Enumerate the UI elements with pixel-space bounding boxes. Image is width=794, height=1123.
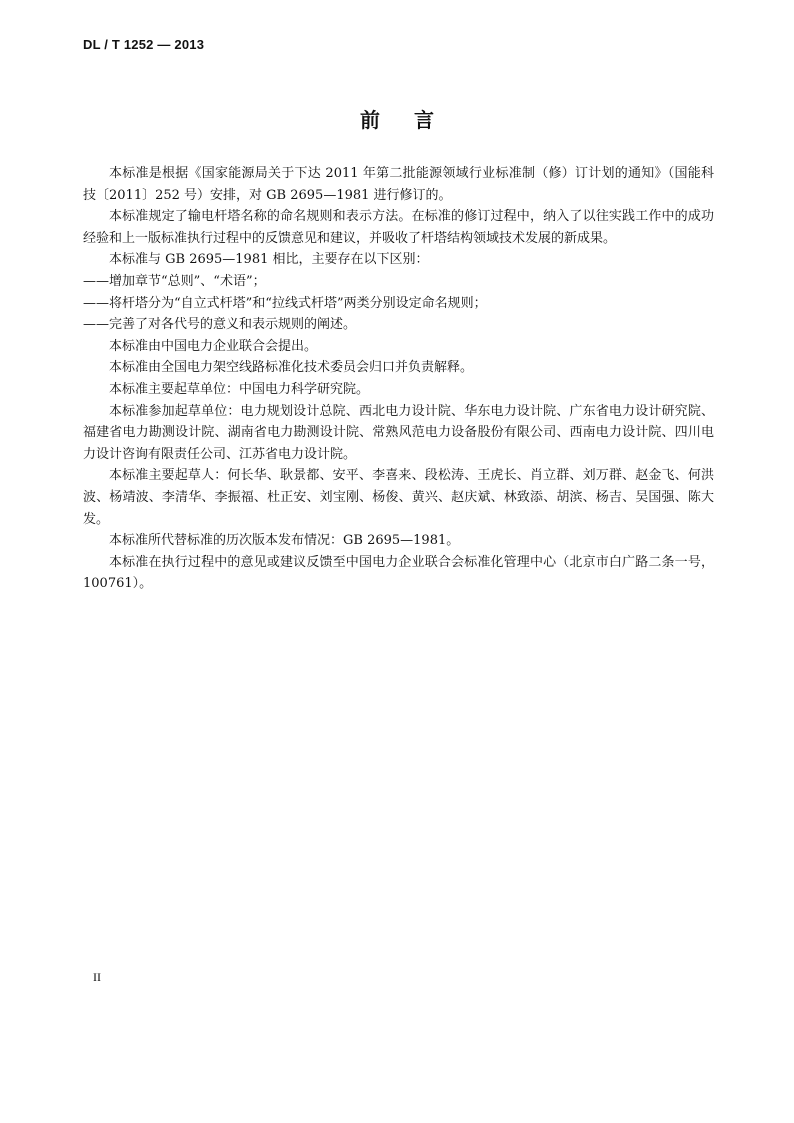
paragraph-scope: 本标准规定了输电杆塔名称的命名规则和表示方法。在标准的修订过程中，纳入了以往实践工作中的成功经验和上一版标准执行过程中的反馈意见和建议，并吸收了杆塔结构领域技术发展的新成果。 [83, 209, 714, 246]
page-number: II [93, 970, 101, 984]
difference-item: ——将杆塔分为“自立式杆塔”和“拉线式杆塔”两类分别设定命名规则； [83, 295, 487, 311]
paragraph-replaced-versions: 本标准所代替标准的历次版本发布情况：GB 2695—1981。 [109, 533, 460, 549]
paragraph-drafters-names: 本标准主要起草人：何长华、耿景都、安平、李喜来、段松涛、王虎长、肖立群、刘万群、赵金飞、何洪波、杨靖波、李清华、李振福、杜正安、刘宝刚、杨俊、黄兴、赵庆斌、林致添、胡滨、杨吉、吴国强、陈大发。 [83, 468, 714, 527]
paragraph-participating-drafters: 本标准参加起草单位：电力规划设计总院、西北电力设计院、华东电力设计院、广东省电力设计研究院、福建省电力勘测设计院、湖南省电力勘测设计院、常熟风范电力设备股份有限公司、西南电力设计院、四川电力设计咨询有限责任公司、江苏省电力设计院。 [83, 403, 714, 462]
difference-item: ——增加章节“总则”、“术语”； [83, 273, 266, 289]
difference-item: ——完善了对各代号的意义和表示规则的阐述。 [83, 317, 357, 333]
paragraph-responsible: 本标准由全国电力架空线路标准化技术委员会归口并负责解释。 [109, 360, 474, 376]
paragraph-feedback: 本标准在执行过程中的意见或建议反馈至中国电力企业联合会标准化管理中心（北京市白广路二条一号，100761）。 [83, 554, 714, 592]
document-body [83, 163, 714, 595]
paragraph-main-drafter: 本标准主要起草单位：中国电力科学研究院。 [109, 381, 370, 397]
paragraph-proposer: 本标准由中国电力企业联合会提出。 [109, 338, 318, 354]
paragraph-differences-intro: 本标准与 GB 2695—1981 相比，主要存在以下区别： [109, 252, 429, 268]
standard-code-header: DL / T 1252 — 2013 [83, 37, 205, 52]
paragraph-basis: 本标准是根据《国家能源局关于下达 2011 年第二批能源领域行业标准制（修）订计划的通知》（国能科技〔2011〕252 号）安排，对 GB 2695—1981 进行修订的。 [83, 166, 714, 203]
page-title: 前言 [360, 108, 468, 132]
